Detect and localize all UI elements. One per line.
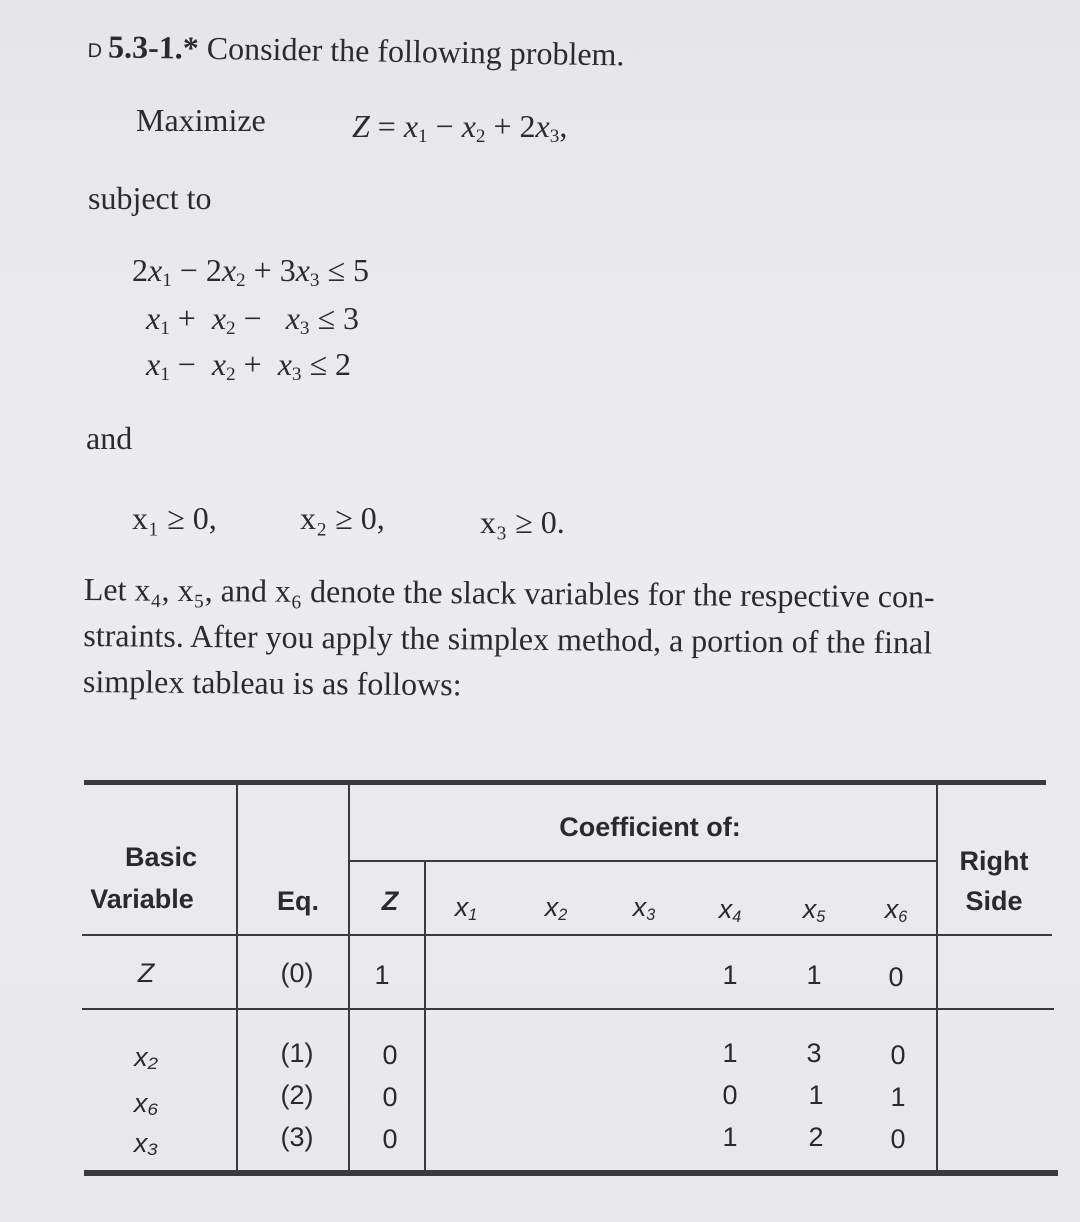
constraint-3: $x_1 - x_2 + x_3 \le 2$ [146, 346, 352, 385]
table-top-rule [84, 780, 1046, 785]
row3-basic: x₃ [133, 1128, 159, 1158]
row2-x4: 0 [722, 1080, 738, 1110]
slack-paragraph [83, 566, 1054, 712]
row1-x5: 3 [806, 1038, 822, 1068]
z-row-z: 1 [374, 960, 390, 990]
paragraph-line: Let x₄, x₅, and x₆ denote the slack variables for the respective con- [83, 570, 935, 615]
row3-x5: 2 [808, 1122, 824, 1152]
paragraph-line: simplex tableau is as follows: [82, 662, 462, 703]
nonneg-x3: x₃ ≥ 0. [480, 504, 565, 540]
z-row-eq: (0) [280, 958, 314, 988]
col-x3-header: $x_3$ [632, 892, 656, 925]
col-rhs-header-1: Right [959, 846, 1029, 876]
col-eq-header: Eq. [276, 886, 319, 916]
table-bottom-rule [84, 1170, 1058, 1176]
problem-number: 5.3-1.* [107, 28, 200, 66]
row3-x6: 0 [890, 1124, 906, 1154]
z-row-bottom-rule [82, 1008, 1054, 1010]
row2-x5: 1 [808, 1080, 824, 1110]
row2-x6: 1 [890, 1082, 906, 1112]
row1-z: 0 [382, 1040, 398, 1070]
row2-basic: x₆ [133, 1088, 159, 1118]
col-x1-header: $x_1$ [454, 892, 478, 925]
row1-basic: x₂ [134, 1042, 158, 1072]
z-row-x6: 0 [888, 962, 904, 992]
objective-label: Maximize [136, 102, 266, 138]
subject-to-label: subject to [88, 180, 212, 216]
vrule-z-x1 [424, 862, 426, 1172]
col-x6-header: $x_6$ [884, 894, 908, 927]
coef-header: Coefficient of: [559, 812, 741, 842]
z-row-basic: Z [137, 958, 155, 988]
problem-header [87, 28, 624, 73]
row1-x6: 0 [890, 1040, 906, 1070]
row2-eq: (2) [280, 1080, 314, 1110]
header-bottom-rule [82, 934, 1052, 936]
z-row-x4: 1 [722, 960, 738, 990]
z-row-x5: 1 [806, 960, 822, 990]
objective-function: $Z = x_1 - x_2 + 2x_3$, [352, 108, 568, 147]
vrule-basic-eq [236, 784, 238, 1172]
col-z-header: Z [381, 886, 399, 916]
row2-z: 0 [382, 1082, 398, 1112]
coef-underline [350, 860, 937, 862]
col-x2-header: $x_2$ [544, 892, 568, 925]
row3-x4: 1 [722, 1122, 738, 1152]
col-x4-header: $x_4$ [718, 894, 742, 927]
col-basic-header-2: Variable [90, 884, 194, 914]
row3-z: 0 [382, 1124, 398, 1154]
nonneg-x1: x₁ ≥ 0, [132, 500, 217, 536]
row1-eq: (1) [280, 1038, 314, 1068]
vrule-eq-z [348, 784, 350, 1172]
constraint-1: $2x_1 - 2x_2 + 3x_3 \le 5$ [132, 252, 370, 291]
vrule-x6-rhs [936, 784, 938, 1172]
nonneg-x2: x₂ ≥ 0, [300, 500, 385, 536]
paragraph-line: straints. After you apply the simplex method, a portion of the final [83, 616, 933, 661]
row1-x4: 1 [722, 1038, 738, 1068]
problem-intro: Consider the following problem. [206, 29, 625, 73]
row3-eq: (3) [280, 1122, 314, 1152]
problem-marker: D [87, 39, 103, 63]
and-label: and [86, 420, 133, 456]
col-rhs-header-2: Side [965, 886, 1023, 916]
col-x5-header: $x_5$ [802, 894, 826, 927]
constraint-2: $x_1 + x_2 - x_3 \le 3$ [146, 300, 360, 339]
col-basic-header-1: Basic [124, 842, 198, 872]
